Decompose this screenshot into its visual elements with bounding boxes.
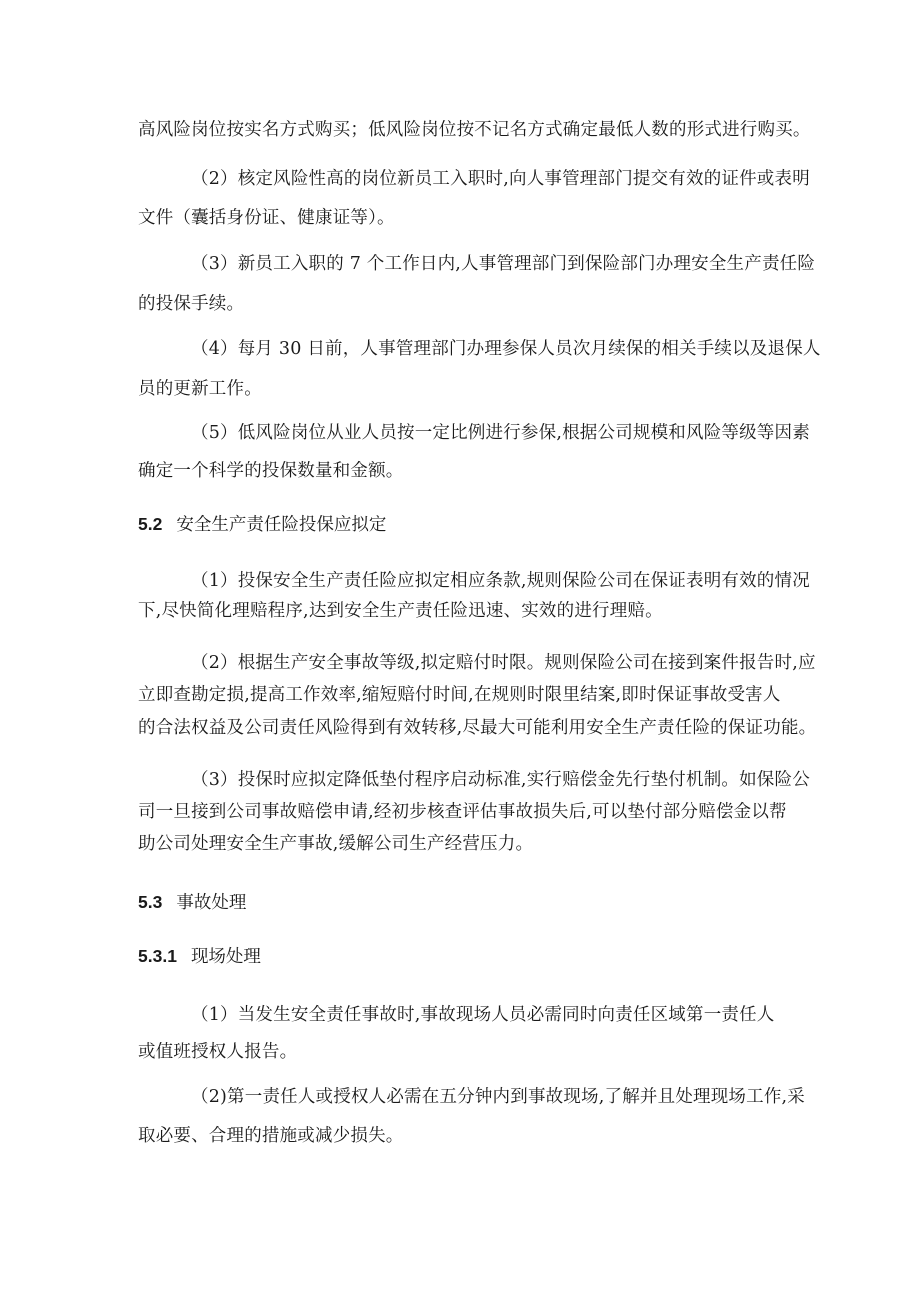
paragraph-line: （1）投保安全生产责任险应拟定相应条款,规则保险公司在保证表明有效的情况	[191, 571, 810, 591]
paragraph-line: 确定一个科学的投保数量和金额。	[138, 461, 404, 481]
paragraph-line: （4）每月 30 日前，人事管理部门办理参保人员次月续保的相关手续以及退保人	[191, 339, 821, 359]
paragraph-line: 取必要、合理的措施或减少损失。	[138, 1126, 404, 1146]
paragraph-line: 司一旦接到公司事故赔偿申请,经初步核查评估事故损失后,可以垫付部分赔偿金以帮	[138, 802, 787, 822]
paragraph-line: 员的更新工作。	[138, 379, 262, 399]
section-title: 安全生产责任险投保应拟定	[176, 515, 387, 535]
paragraph-line: （2)第一责任人或授权人必需在五分钟内到事故现场,了解并且处理现场工作,采	[191, 1087, 805, 1107]
section-number: 5.2	[138, 514, 163, 534]
section-title: 事故处理	[176, 893, 247, 913]
paragraph-line: 的投保手续。	[138, 294, 245, 314]
paragraph-line: 文件（囊括身份证、健康证等）。	[138, 208, 395, 228]
section-number: 5.3	[138, 892, 163, 912]
section-number: 5.3.1	[138, 946, 177, 966]
paragraph-line: （3）投保时应拟定降低垫付程序启动标准,实行赔偿金先行垫付机制。如保险公	[191, 770, 810, 790]
paragraph-line: 的合法权益及公司责任风险得到有效转移,尽最大可能利用安全生产责任险的保证功能。	[138, 718, 817, 738]
section-title: 现场处理	[190, 947, 261, 967]
paragraph-line: （5）低风险岗位从业人员按一定比例进行参保,根据公司规模和风险等级等因素	[191, 423, 810, 443]
section-heading-5-3-1	[138, 944, 261, 969]
paragraph-line: （1）当发生安全责任事故时,事故现场人员必需同时向责任区域第一责任人	[191, 1005, 775, 1025]
paragraph-line: 高风险岗位按实名方式购买；低风险岗位按不记名方式确定最低人数的形式进行购买。	[138, 120, 811, 140]
paragraph-line: （3）新员工入职的 7 个工作日内,人事管理部门到保险部门办理安全生产责任险	[191, 254, 816, 274]
paragraph-line: 立即查勘定损,提高工作效率,缩短赔付时间,在规则时限里结案,即时保证事故受害人	[138, 685, 781, 705]
paragraph-line: 助公司处理安全生产事故,缓解公司生产经营压力。	[138, 834, 534, 854]
section-heading-5-3	[138, 890, 246, 915]
paragraph-line: （2）核定风险性高的岗位新员工入职时,向人事管理部门提交有效的证件或表明	[191, 169, 810, 189]
paragraph-line: 下,尽快简化理赔程序,达到安全生产责任险迅速、实效的进行理赔。	[138, 601, 663, 621]
paragraph-line: 或值班授权人报告。	[138, 1042, 298, 1062]
section-heading-5-2	[138, 512, 386, 537]
paragraph-line: （2）根据生产安全事故等级,拟定赔付时限。规则保险公司在接到案件报告时,应	[191, 653, 816, 673]
